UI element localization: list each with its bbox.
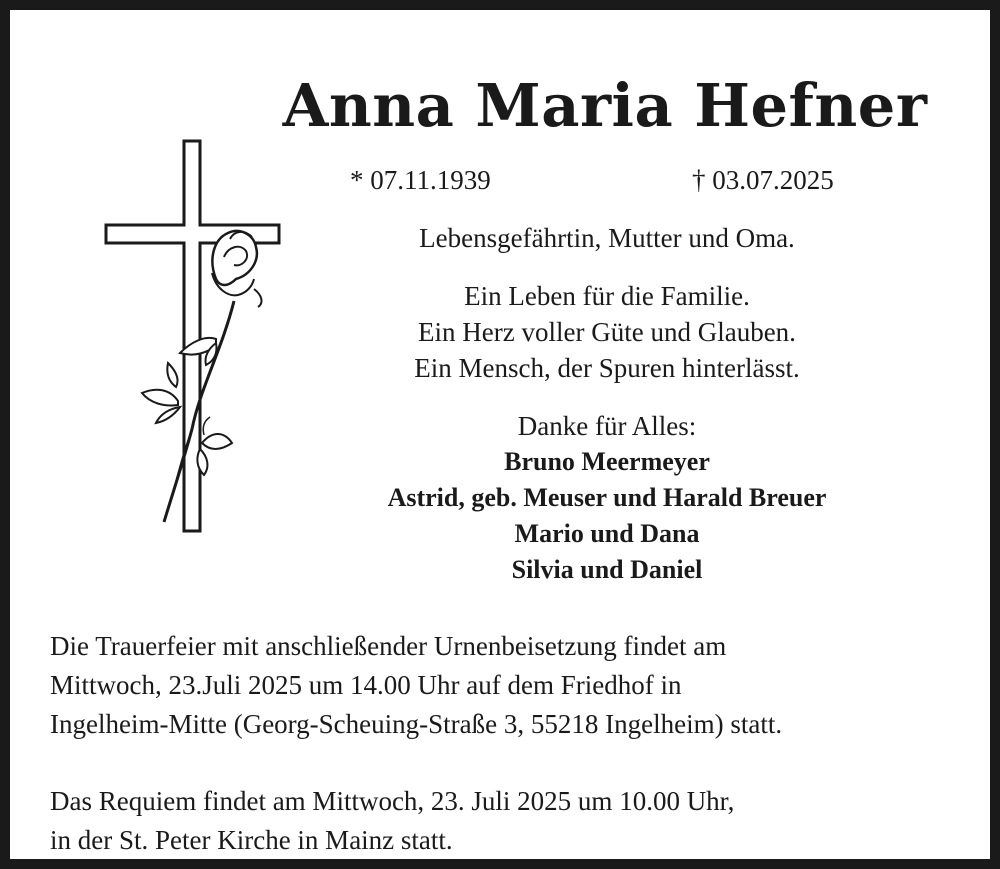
mourners-block (317, 408, 897, 588)
relationship-line (317, 220, 897, 256)
relationship-text: Lebensgefährtin, Mutter und Oma. (419, 223, 795, 253)
requiem-line-2: in der St. Peter Kirche in Mainz statt. (50, 825, 453, 855)
requiem-info (50, 782, 970, 860)
thanks-intro: Danke für Alles: (517, 411, 697, 441)
tribute-verse (317, 278, 897, 386)
death-date: † 03.07.2025 (692, 165, 834, 195)
mourner-name: Astrid, geb. Meuser und Harald Breuer (387, 483, 827, 512)
funeral-ceremony-info (50, 627, 970, 744)
mourner-name: Mario und Dana (514, 519, 700, 548)
deceased-name: Anna Maria Hefner (282, 71, 928, 140)
requiem-line-1: Das Requiem findet am Mittwoch, 23. Juli 2025 um 10.00 Uhr, (50, 786, 735, 816)
ceremony-line-3: Ingelheim-Mitte (Georg-Scheuing-Straße 3, 55218 Ingelheim) statt. (50, 709, 783, 739)
mourner-name: Bruno Meermeyer (504, 447, 710, 476)
tribute-line-3: Ein Mensch, der Spuren hinterlässt. (414, 353, 800, 383)
tribute-line-2: Ein Herz voller Güte und Glauben. (418, 317, 796, 347)
ceremony-line-1: Die Trauerfeier mit anschließender Urnenbeisetzung findet am (50, 631, 727, 661)
tribute-line-1: Ein Leben für die Familie. (464, 281, 750, 311)
ceremony-line-2: Mittwoch, 23.Juli 2025 um 14.00 Uhr auf dem Friedhof in (50, 670, 682, 700)
mourner-name: Silvia und Daniel (511, 555, 703, 584)
birth-date: * 07.11.1939 (350, 165, 491, 195)
cross-with-rose-icon (104, 139, 284, 535)
